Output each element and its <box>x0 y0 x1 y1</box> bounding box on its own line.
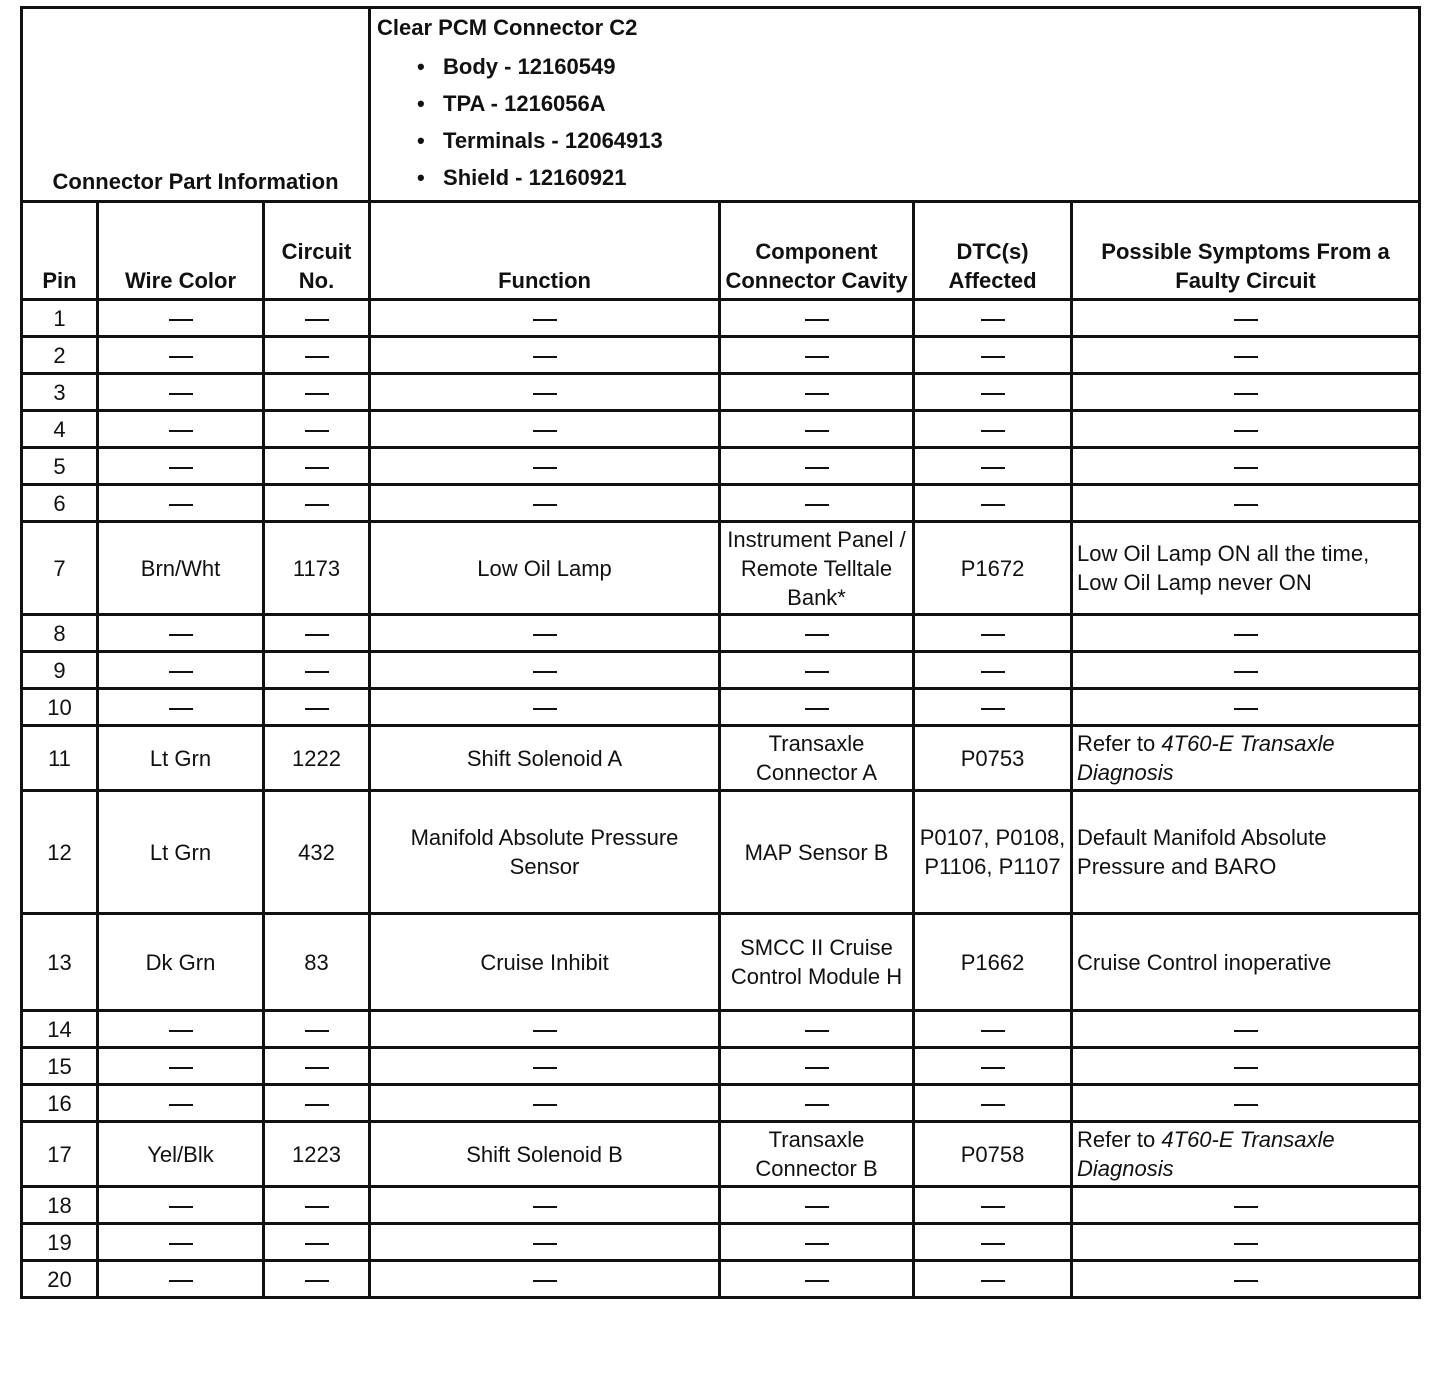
symptom-cell <box>1072 1187 1420 1224</box>
wire-color-cell <box>98 1085 264 1122</box>
empty-dash <box>533 1206 557 1208</box>
table-row <box>22 1011 1420 1048</box>
wire-color-cell <box>98 1261 264 1298</box>
header-function: Function <box>370 202 720 300</box>
pin-cell: 13 <box>22 914 98 1011</box>
empty-dash <box>981 634 1005 636</box>
cavity-cell: Transaxle Connector B <box>720 1122 914 1187</box>
header-circuit-no: Circuit No. <box>264 202 370 300</box>
empty-dash <box>1234 1243 1258 1245</box>
empty-dash <box>533 467 557 469</box>
connector-table-sheet <box>20 6 1418 1299</box>
empty-dash <box>169 1067 193 1069</box>
empty-dash <box>1234 504 1258 506</box>
function-cell <box>370 411 720 448</box>
symptom-cell <box>1072 615 1420 652</box>
cavity-cell <box>720 689 914 726</box>
empty-dash <box>1234 319 1258 321</box>
symptom-cell <box>1072 689 1420 726</box>
empty-dash <box>305 1104 329 1106</box>
dtc-cell <box>914 448 1072 485</box>
empty-dash <box>169 671 193 673</box>
circuit-no-cell <box>264 1048 370 1085</box>
symptom-cell <box>1072 1085 1420 1122</box>
empty-dash <box>981 356 1005 358</box>
table-row <box>22 791 1420 914</box>
connector-part-terminals: • Terminals - 12064913 <box>417 122 1412 159</box>
empty-dash <box>305 708 329 710</box>
header-pin: Pin <box>22 202 98 300</box>
table-row <box>22 1085 1420 1122</box>
cavity-cell <box>720 374 914 411</box>
cavity-cell <box>720 1224 914 1261</box>
empty-dash <box>305 504 329 506</box>
cavity-cell <box>720 615 914 652</box>
empty-dash <box>1234 430 1258 432</box>
empty-dash <box>1234 634 1258 636</box>
connector-part-body: • Body - 12160549 <box>417 48 1412 85</box>
dtc-cell: P0758 <box>914 1122 1072 1187</box>
empty-dash <box>805 504 829 506</box>
symptom-cell <box>1072 726 1420 791</box>
empty-dash <box>805 356 829 358</box>
symptom-cell: Low Oil Lamp ON all the time, Low Oil Lamp never ON <box>1072 522 1420 615</box>
table-row <box>22 615 1420 652</box>
function-cell: Manifold Absolute Pressure Sensor <box>370 791 720 914</box>
table-row <box>22 1261 1420 1298</box>
wire-color-cell <box>98 374 264 411</box>
wire-color-cell: Brn/Wht <box>98 522 264 615</box>
function-cell <box>370 652 720 689</box>
dtc-cell <box>914 337 1072 374</box>
empty-dash <box>981 430 1005 432</box>
cavity-cell: Instrument Panel / Remote Telltale Bank* <box>720 522 914 615</box>
table-row <box>22 300 1420 337</box>
symptom-cell <box>1072 411 1420 448</box>
empty-dash <box>305 1243 329 1245</box>
table-row <box>22 337 1420 374</box>
empty-dash <box>169 504 193 506</box>
pin-rows <box>22 300 1420 1298</box>
connector-info-label: Connector Part Information <box>22 8 370 202</box>
table-row <box>22 1122 1420 1187</box>
empty-dash <box>169 319 193 321</box>
empty-dash <box>981 319 1005 321</box>
pin-cell: 12 <box>22 791 98 914</box>
dtc-cell: P1662 <box>914 914 1072 1011</box>
empty-dash <box>805 671 829 673</box>
empty-dash <box>305 356 329 358</box>
empty-dash <box>305 671 329 673</box>
empty-dash <box>169 634 193 636</box>
wire-color-cell <box>98 1011 264 1048</box>
wire-color-cell <box>98 1224 264 1261</box>
circuit-no-cell: 83 <box>264 914 370 1011</box>
empty-dash <box>981 708 1005 710</box>
empty-dash <box>981 671 1005 673</box>
empty-dash <box>805 634 829 636</box>
wire-color-cell <box>98 1048 264 1085</box>
wire-color-cell <box>98 300 264 337</box>
empty-dash <box>981 1104 1005 1106</box>
empty-dash <box>805 1104 829 1106</box>
empty-dash <box>1234 1067 1258 1069</box>
circuit-no-cell <box>264 615 370 652</box>
symptom-prefix: Refer to <box>1077 1127 1162 1152</box>
wire-color-cell <box>98 448 264 485</box>
header-wire-color: Wire Color <box>98 202 264 300</box>
empty-dash <box>1234 1206 1258 1208</box>
empty-dash <box>305 1206 329 1208</box>
empty-dash <box>533 671 557 673</box>
table-row <box>22 726 1420 791</box>
pin-cell: 2 <box>22 337 98 374</box>
table-row <box>22 1224 1420 1261</box>
table-row <box>22 522 1420 615</box>
empty-dash <box>169 1280 193 1282</box>
function-cell <box>370 485 720 522</box>
wire-color-cell <box>98 411 264 448</box>
function-cell: Cruise Inhibit <box>370 914 720 1011</box>
empty-dash <box>169 393 193 395</box>
function-cell: Shift Solenoid B <box>370 1122 720 1187</box>
dtc-cell: P0107, P0108, P1106, P1107 <box>914 791 1072 914</box>
circuit-no-cell <box>264 652 370 689</box>
circuit-no-cell <box>264 337 370 374</box>
empty-dash <box>1234 1104 1258 1106</box>
circuit-no-cell: 432 <box>264 791 370 914</box>
symptom-cell <box>1072 1011 1420 1048</box>
empty-dash <box>1234 671 1258 673</box>
table-row <box>22 485 1420 522</box>
table-row <box>22 689 1420 726</box>
circuit-no-cell <box>264 1187 370 1224</box>
circuit-no-cell <box>264 1224 370 1261</box>
pin-cell: 6 <box>22 485 98 522</box>
wire-color-cell: Lt Grn <box>98 726 264 791</box>
empty-dash <box>169 1206 193 1208</box>
empty-dash <box>533 504 557 506</box>
circuit-no-cell <box>264 300 370 337</box>
cavity-cell <box>720 448 914 485</box>
dtc-cell <box>914 411 1072 448</box>
connector-part-shield: • Shield - 12160921 <box>417 159 1412 196</box>
function-cell <box>370 1085 720 1122</box>
table-row <box>22 1187 1420 1224</box>
circuit-no-cell <box>264 411 370 448</box>
function-cell <box>370 615 720 652</box>
dtc-cell <box>914 300 1072 337</box>
empty-dash <box>305 1280 329 1282</box>
function-cell <box>370 1187 720 1224</box>
circuit-no-cell <box>264 1261 370 1298</box>
empty-dash <box>1234 1030 1258 1032</box>
circuit-no-cell <box>264 374 370 411</box>
wire-color-cell: Dk Grn <box>98 914 264 1011</box>
empty-dash <box>305 1030 329 1032</box>
function-cell <box>370 374 720 411</box>
empty-dash <box>981 1067 1005 1069</box>
function-cell <box>370 1048 720 1085</box>
symptom-reference: 4T60-E Transaxle Diagnosis <box>1077 1127 1335 1181</box>
cavity-cell <box>720 1011 914 1048</box>
circuit-no-cell <box>264 1085 370 1122</box>
empty-dash <box>533 1067 557 1069</box>
empty-dash <box>169 708 193 710</box>
empty-dash <box>805 393 829 395</box>
empty-dash <box>533 356 557 358</box>
dtc-cell <box>914 652 1072 689</box>
empty-dash <box>805 1206 829 1208</box>
pin-cell: 18 <box>22 1187 98 1224</box>
empty-dash <box>981 393 1005 395</box>
wire-color-cell <box>98 615 264 652</box>
empty-dash <box>981 1030 1005 1032</box>
empty-dash <box>169 1243 193 1245</box>
cavity-cell <box>720 485 914 522</box>
empty-dash <box>805 319 829 321</box>
connector-parts-list <box>377 48 1412 196</box>
pin-cell: 11 <box>22 726 98 791</box>
pin-cell: 10 <box>22 689 98 726</box>
table-row <box>22 374 1420 411</box>
connector-part-tpa: • TPA - 1216056A <box>417 85 1412 122</box>
wire-color-cell <box>98 337 264 374</box>
pin-cell: 14 <box>22 1011 98 1048</box>
symptom-cell <box>1072 1048 1420 1085</box>
symptom-cell <box>1072 485 1420 522</box>
empty-dash <box>305 393 329 395</box>
function-cell <box>370 1224 720 1261</box>
function-cell <box>370 689 720 726</box>
function-cell <box>370 1261 720 1298</box>
symptom-cell: Cruise Control inoperative <box>1072 914 1420 1011</box>
pin-cell: 16 <box>22 1085 98 1122</box>
empty-dash <box>805 467 829 469</box>
wire-color-cell <box>98 652 264 689</box>
symptom-cell: Default Manifold Absolute Pressure and BARO <box>1072 791 1420 914</box>
empty-dash <box>981 1206 1005 1208</box>
function-cell <box>370 448 720 485</box>
function-cell: Shift Solenoid A <box>370 726 720 791</box>
symptom-reference: 4T60-E Transaxle Diagnosis <box>1077 731 1335 785</box>
symptom-cell <box>1072 448 1420 485</box>
wire-color-cell <box>98 1187 264 1224</box>
header-symptoms: Possible Symptoms From a Faulty Circuit <box>1072 202 1420 300</box>
symptom-cell <box>1072 652 1420 689</box>
function-cell <box>370 300 720 337</box>
empty-dash <box>1234 1280 1258 1282</box>
pin-cell: 19 <box>22 1224 98 1261</box>
circuit-no-cell <box>264 689 370 726</box>
empty-dash <box>169 356 193 358</box>
wire-color-cell <box>98 485 264 522</box>
dtc-cell <box>914 374 1072 411</box>
table-row <box>22 1048 1420 1085</box>
symptom-prefix: Refer to <box>1077 731 1162 756</box>
header-dtc: DTC(s) Affected <box>914 202 1072 300</box>
dtc-cell <box>914 689 1072 726</box>
function-cell: Low Oil Lamp <box>370 522 720 615</box>
pin-cell: 4 <box>22 411 98 448</box>
symptom-cell <box>1072 300 1420 337</box>
dtc-cell <box>914 615 1072 652</box>
symptom-cell <box>1072 337 1420 374</box>
function-cell <box>370 1011 720 1048</box>
cavity-cell <box>720 1187 914 1224</box>
dtc-cell: P0753 <box>914 726 1072 791</box>
cavity-cell: Transaxle Connector A <box>720 726 914 791</box>
cavity-cell: SMCC II Cruise Control Module H <box>720 914 914 1011</box>
dtc-cell <box>914 1187 1072 1224</box>
empty-dash <box>169 1104 193 1106</box>
pin-cell: 3 <box>22 374 98 411</box>
empty-dash <box>305 430 329 432</box>
empty-dash <box>533 1243 557 1245</box>
empty-dash <box>805 430 829 432</box>
empty-dash <box>981 1280 1005 1282</box>
empty-dash <box>1234 467 1258 469</box>
wire-color-cell: Yel/Blk <box>98 1122 264 1187</box>
table-row <box>22 652 1420 689</box>
connector-title: Clear PCM Connector C2 <box>377 15 638 40</box>
empty-dash <box>981 467 1005 469</box>
empty-dash <box>805 1067 829 1069</box>
connector-info-row <box>22 8 1420 202</box>
empty-dash <box>305 1067 329 1069</box>
empty-dash <box>169 1030 193 1032</box>
column-header-row <box>22 202 1420 300</box>
empty-dash <box>305 319 329 321</box>
cavity-cell <box>720 411 914 448</box>
dtc-cell: P1672 <box>914 522 1072 615</box>
empty-dash <box>533 319 557 321</box>
pin-cell: 1 <box>22 300 98 337</box>
empty-dash <box>533 393 557 395</box>
pin-cell: 7 <box>22 522 98 615</box>
pin-cell: 8 <box>22 615 98 652</box>
circuit-no-cell: 1222 <box>264 726 370 791</box>
empty-dash <box>981 504 1005 506</box>
pin-cell: 20 <box>22 1261 98 1298</box>
empty-dash <box>169 467 193 469</box>
symptom-cell <box>1072 1261 1420 1298</box>
connector-info-body <box>370 8 1420 202</box>
empty-dash <box>1234 393 1258 395</box>
circuit-no-cell <box>264 485 370 522</box>
empty-dash <box>805 708 829 710</box>
empty-dash <box>805 1280 829 1282</box>
pin-cell: 9 <box>22 652 98 689</box>
pin-cell: 5 <box>22 448 98 485</box>
empty-dash <box>533 634 557 636</box>
wire-color-cell <box>98 689 264 726</box>
cavity-cell: MAP Sensor B <box>720 791 914 914</box>
empty-dash <box>981 1243 1005 1245</box>
cavity-cell <box>720 1048 914 1085</box>
circuit-no-cell <box>264 1011 370 1048</box>
symptom-cell <box>1072 1224 1420 1261</box>
pin-cell: 17 <box>22 1122 98 1187</box>
empty-dash <box>1234 708 1258 710</box>
symptom-cell <box>1072 374 1420 411</box>
empty-dash <box>1234 356 1258 358</box>
circuit-no-cell <box>264 448 370 485</box>
cavity-cell <box>720 652 914 689</box>
empty-dash <box>533 1030 557 1032</box>
empty-dash <box>305 634 329 636</box>
dtc-cell <box>914 1085 1072 1122</box>
cavity-cell <box>720 300 914 337</box>
empty-dash <box>805 1030 829 1032</box>
symptom-cell <box>1072 1122 1420 1187</box>
circuit-no-cell: 1223 <box>264 1122 370 1187</box>
dtc-cell <box>914 1224 1072 1261</box>
wire-color-cell: Lt Grn <box>98 791 264 914</box>
dtc-cell <box>914 485 1072 522</box>
cavity-cell <box>720 1261 914 1298</box>
dtc-cell <box>914 1048 1072 1085</box>
table-row <box>22 914 1420 1011</box>
empty-dash <box>533 1104 557 1106</box>
empty-dash <box>533 430 557 432</box>
empty-dash <box>805 1243 829 1245</box>
function-cell <box>370 337 720 374</box>
connector-pinout-table <box>20 6 1421 1299</box>
table-row <box>22 411 1420 448</box>
empty-dash <box>305 467 329 469</box>
pin-cell: 15 <box>22 1048 98 1085</box>
empty-dash <box>169 430 193 432</box>
cavity-cell <box>720 337 914 374</box>
empty-dash <box>533 708 557 710</box>
header-cavity: Component Connector Cavity <box>720 202 914 300</box>
circuit-no-cell: 1173 <box>264 522 370 615</box>
empty-dash <box>533 1280 557 1282</box>
table-row <box>22 448 1420 485</box>
dtc-cell <box>914 1011 1072 1048</box>
dtc-cell <box>914 1261 1072 1298</box>
cavity-cell <box>720 1085 914 1122</box>
